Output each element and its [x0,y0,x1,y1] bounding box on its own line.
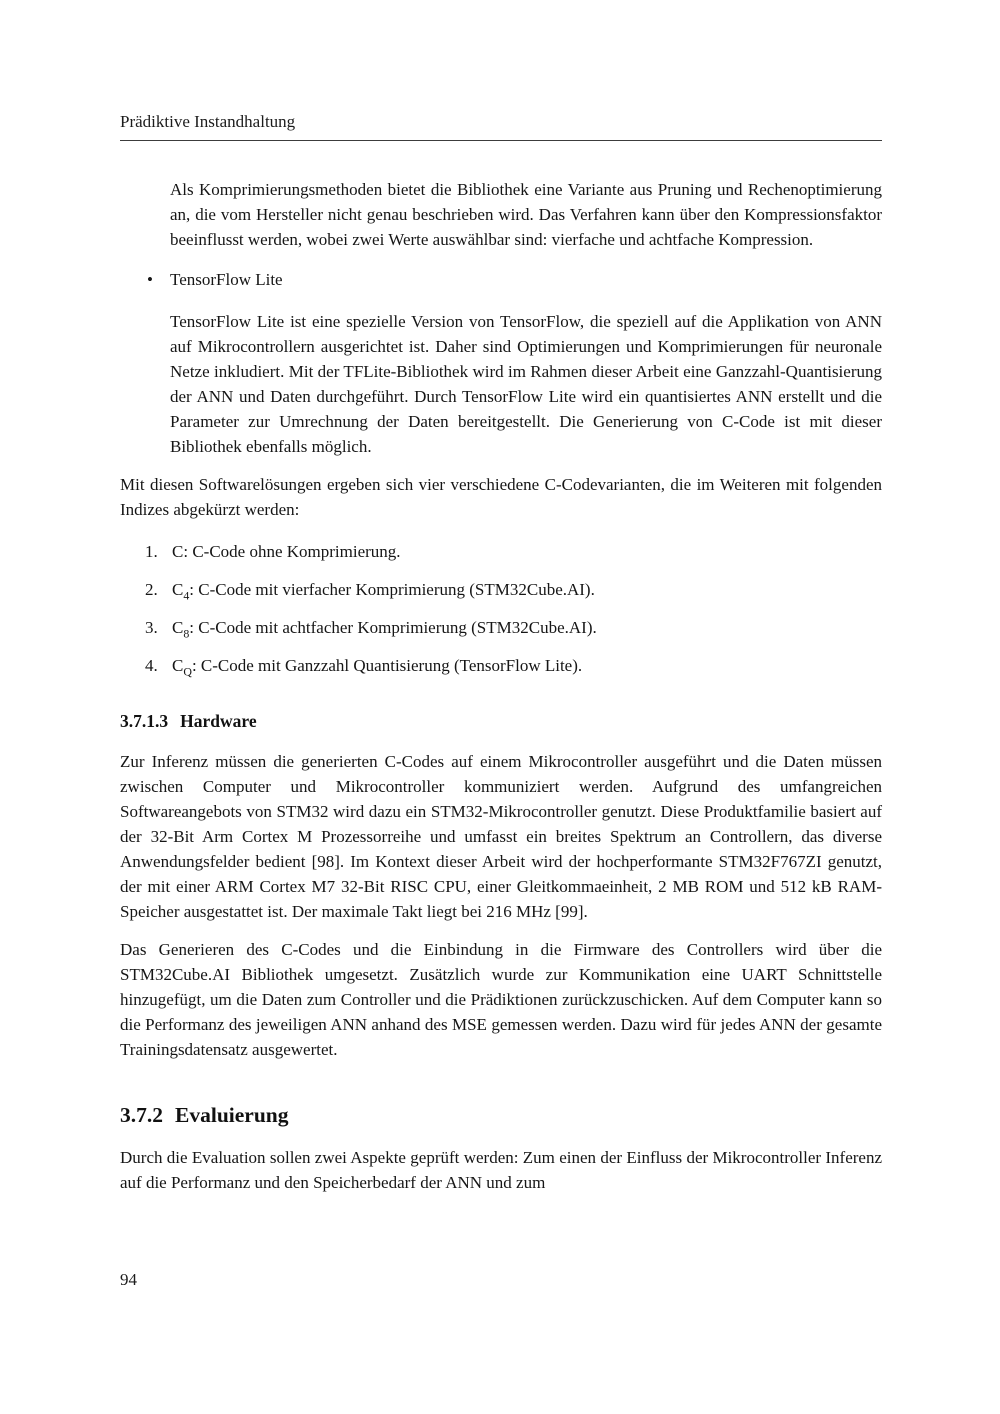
list-item-text [172,656,583,679]
variant-list-item-c4 [120,577,882,602]
variant-symbol: C [172,618,184,637]
page-body [120,177,882,1195]
variant-symbol: C [172,580,184,599]
variant-symbol: C [172,542,184,561]
list-item-number: 2. [145,580,158,599]
heading-hardware [120,709,882,734]
variant-list-item-c8 [120,615,882,640]
variant-list-item-c [120,539,882,564]
running-header [120,112,882,141]
heading-hardware-label: Hardware [180,711,257,731]
list-item-number: 1. [145,542,158,561]
paragraph-firmware: Das Generieren des C-Codes und die Einbindung in die Firmware des Controllers wird über die STM32Cube.AI Bibliothek umgesetzt. Zusätzlich wurde zur Kommunikation eine UART Schnittstelle hinzugefügt, um die Daten zum Controller und die Prädiktionen zurückzuschicken. Auf dem Computer kann so die Performanz des jeweiligen ANN anhand des MSE gemessen werden. Dazu wird für jedes ANN der gesamte Trainingsdatensatz ausgewertet. [120,940,882,1059]
bullet-label: TensorFlow Lite [170,270,283,289]
list-item-text [172,618,597,641]
variant-description: : C-Code ohne Komprimierung. [183,542,401,561]
variant-index: 4 [183,588,190,603]
list-item-number: 4. [145,656,158,675]
paragraph-variants-intro: Mit diesen Softwarelösungen ergeben sich vier verschiedene C-Codevarianten, die im Weiteren mit folgenden Indizes abgekürzt werden: [120,475,882,519]
page-number: 94 [120,1270,137,1289]
heading-hardware-number: 3.7.1.3 [120,711,169,731]
variant-list [120,539,882,678]
variant-symbol: C [172,656,184,675]
paragraph-tensorflow-lite: TensorFlow Lite ist eine spezielle Version von TensorFlow, die speziell auf die Applikation von ANN auf Mikrocontrollern ausgerichtet ist. Daher sind Optimierungen und Komprimierungen für neuronale Netze inkludiert. Mit der TFLite-Bibliothek wird im Rahmen dieser Arbeit eine Ganzzahl-Quantisierung der ANN und Daten durchgeführt. Durch TensorFlow Lite wird ein quantisiertes ANN erstellt und die Parameter zur Umrechnung der Daten bereitgestellt. Die Generierung von C-Code ist mit dieser Bibliothek ebenfalls möglich. [170,312,882,456]
list-item-number: 3. [145,618,158,637]
variant-description: : C-Code mit achtfacher Komprimierung (STM32Cube.AI). [189,618,597,637]
list-item-text [172,542,401,561]
bullet-icon: • [147,270,153,289]
paragraph-evaluation: Durch die Evaluation sollen zwei Aspekte geprüft werden: Zum einen der Einfluss der Mikrocontroller Inferenz auf die Performanz und den Speicherbedarf der ANN und zum [120,1148,882,1192]
bullet-item-tensorflow-lite [120,267,882,292]
variant-list-item-cq [120,653,882,678]
page-footer [120,1270,137,1290]
text-column [120,112,882,1208]
paragraph-hardware: Zur Inferenz müssen die generierten C-Codes auf einem Mikrocontroller ausgeführt und die Daten müssen zwischen Computer und Mikrocontroller kommuniziert werden. Aufgrund des umfangreichen Softwareangebots von STM32 wird dazu ein STM32-Mikrocontroller genutzt. Diese Produktfamilie basiert auf der 32-Bit Arm Cortex M Prozessorreihe und umfasst ein breites Spektrum an Controllern, das diverse Anwendungsfelder bedient [98]. Im Kontext dieser Arbeit wird der hochperformante STM32F767ZI genutzt, der mit einer ARM Cortex M7 32-Bit RISC CPU, einer Gleitkommaeinheit, 2 MB ROM und 512 kB RAM-Speicher ausgestattet ist. Der maximale Takt liegt bei 216 MHz [99]. [120,752,882,921]
heading-evaluierung-label: Evaluierung [175,1103,289,1127]
running-header-title: Prädiktive Instandhaltung [120,112,296,131]
paragraph-pruning: Als Komprimierungsmethoden bietet die Bibliothek eine Variante aus Pruning und Rechenoptimierung an, die vom Hersteller nicht genau beschrieben wird. Das Verfahren kann über den Kompressionsfaktor beeinflusst werden, wobei zwei Werte auswählbar sind: vierfache und achtfache Kompression. [170,180,882,249]
list-item-text [172,580,595,603]
variant-description: : C-Code mit Ganzzahl Quantisierung (TensorFlow Lite). [191,656,583,675]
variant-index: 8 [183,626,190,641]
variant-index: Q [183,664,192,679]
variant-description: : C-Code mit vierfacher Komprimierung (STM32Cube.AI). [189,580,595,599]
heading-evaluierung [120,1103,882,1128]
heading-evaluierung-number: 3.7.2 [120,1103,163,1127]
